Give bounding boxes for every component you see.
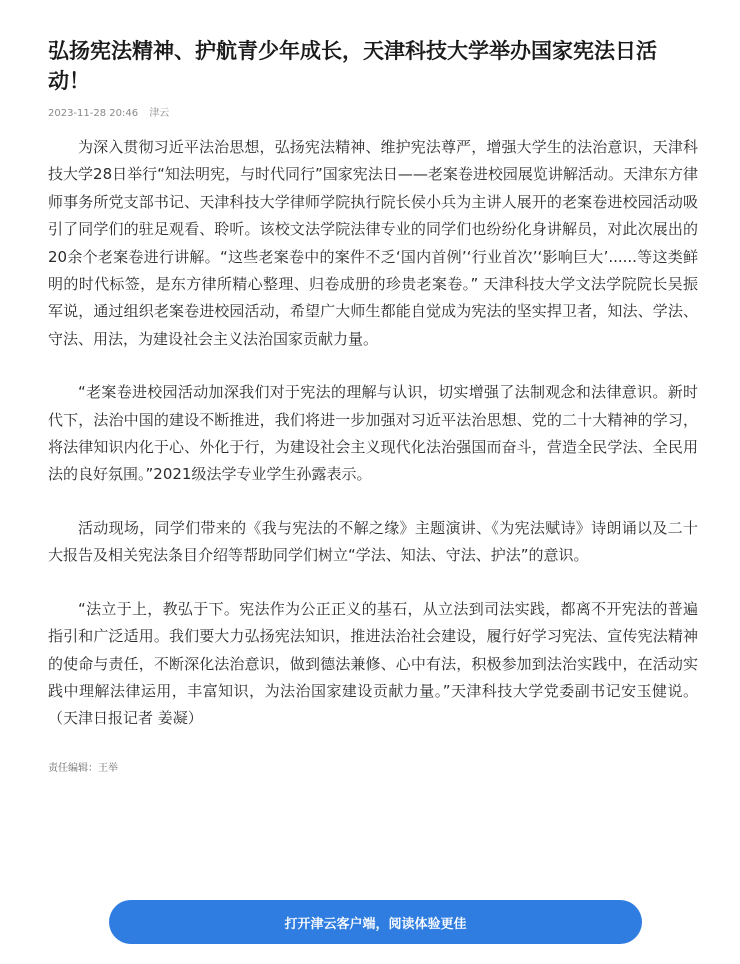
- article-meta: [48, 106, 698, 122]
- paragraph: “法立于上，教弘于下。宪法作为公正正义的基石，从立法到司法实践，都离不开宪法的普遍指引和广泛适用。我们要大力弘扬宪法知识，推进法治社会建设，履行好学习宪法、宣传宪法精神的使命与责任，不断深化法治意识，做到德法兼修、心中有法，积极参加到法治实践中，在活动实践中理解法律运用，丰富知识，为法治国家建设贡献力量。”天津科技大学党委副书记安玉健说。（天津日报记者 姜凝）: [48, 599, 698, 728]
- open-app-button[interactable]: 打开津云客户端，阅读体验更佳: [109, 900, 642, 944]
- article-title: 弘扬宪法精神、护航青少年成长，天津科技大学举办国家宪法日活动！: [48, 39, 657, 93]
- paragraph: “老案卷进校园活动加深我们对于宪法的理解与认识，切实增强了法制观念和法律意识。新时代下，法治中国的建设不断推进，我们将进一步加强对习近平法治思想、党的二十大精神的学习，将法律知识内化于心、外化于行，为建设社会主义现代化法治强国而奋斗，营造全民学法、全民用法的良好氛围。”2021级法学专业学生孙露表示。: [48, 383, 698, 484]
- article: [48, 36, 698, 774]
- article-body: [48, 134, 698, 733]
- paragraph: 活动现场，同学们带来的《我与宪法的不解之缘》主题演讲、《为宪法赋诗》诗朗诵以及二十大报告及相关宪法条目介绍等帮助同学们树立“学法、知法、守法、护法”的意识。: [48, 518, 698, 565]
- responsible-editor: 责任编辑：王举: [48, 762, 118, 774]
- paragraph: 为深入贯彻习近平法治思想，弘扬宪法精神、维护宪法尊严，增强大学生的法治意识，天津科技大学28日举行“知法明宪，与时代同行”国家宪法日——老案卷进校园展览讲解活动。天津东方律师事务所党支部书记、天津科技大学律师学院执行院长侯小兵为主讲人展开的老案卷进校园活动吸引了同学们的驻足观看、聆听。该校文法学院法律专业的同学们也纷纷化身讲解员，对此次展出的20余个老案卷进行讲解。“这些老案卷中的案件不乏‘国内首例’‘行业首次’‘影响巨大’......等这类鲜明的时代标签，是东方律所精心整理、归卷成册的珍贵老案卷。” 天津科技大学文法学院院长吴振军说，通过组织老案卷进校园活动，希望广大师生都能自觉成为宪法的坚实捍卫者，知法、学法、守法、用法，为建设社会主义法治国家贡献力量。: [48, 138, 698, 348]
- article-source: 津云: [149, 108, 170, 119]
- publish-date: 2023-11-28 20:46: [48, 108, 139, 119]
